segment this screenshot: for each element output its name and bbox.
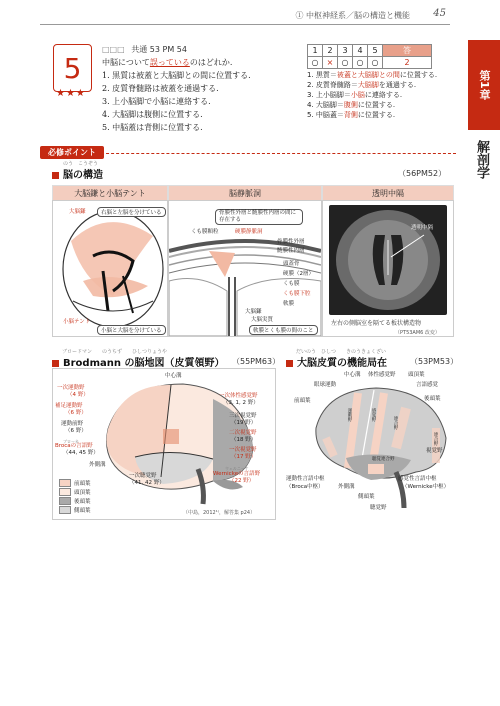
inner-assoc1: 連合野 [393, 416, 398, 430]
answer-header-2: 2 [323, 45, 338, 57]
a1-label: 一次聴覚野 [129, 473, 157, 479]
motor-label: 運動前野 [61, 421, 84, 427]
section1-ruby: のう こうぞう [63, 161, 99, 167]
answer-mark-4: ○ [353, 57, 368, 69]
tent-desc: 小脳と大脳を分けている [97, 325, 166, 335]
section2-ref: （55PM63） [232, 357, 281, 366]
legend-swatch-temporal [59, 506, 71, 514]
chapter-header: ① 中枢神経系／脳の構造と機能 [295, 11, 410, 20]
arach-gran-label: くも膜顆粒 [191, 229, 219, 235]
auditory-label: 聴覚野 [370, 505, 387, 511]
panel3-header: 透明中隔 [322, 185, 454, 201]
subject-tab: 解剖学 [474, 140, 489, 179]
legend-swatch-occipital [59, 497, 71, 505]
wernicke-label: Wernickeの言語野 [213, 471, 261, 477]
section1-ref: （56PM52） [398, 169, 447, 178]
answer-header-key: 答 [383, 45, 432, 57]
review-checkboxes[interactable]: □□□ [102, 45, 125, 54]
inner-assoc2: 連合野 [433, 432, 438, 446]
inner-sensory: 感覚野 [371, 408, 376, 422]
panel2-header: 脳静脈洞 [168, 185, 322, 201]
subarachnoid-label: くも膜下腔 [283, 291, 311, 297]
broca-ruby: ブローカ [63, 439, 79, 444]
s1-label: 一次体性感覚野 [219, 393, 258, 399]
s1-num: （3, 1, 2 野） [223, 400, 259, 406]
panel-venous-sinus [168, 200, 322, 337]
explanation-2: 2. 皮質脊髄路＝大脳脚を通過する. [307, 81, 417, 89]
panel-septum [322, 200, 454, 337]
skull-label: 頭蓋骨 [283, 261, 300, 267]
brodmann-source: （中島，2012¹⁾，解答集 p24） [183, 510, 256, 516]
legend-swatch-frontal [59, 479, 71, 487]
legend-temporal: 側頭葉 [59, 506, 91, 514]
header-rule [40, 24, 450, 25]
pia-note: 軟膜とくも膜の間のこと [249, 325, 318, 335]
falx-label: 大脳鎌 [69, 209, 86, 215]
occipital-label: 後頭葉 [424, 396, 441, 402]
answer-header-5: 5 [368, 45, 383, 57]
wernicke-ruby: ウェルニッケ [225, 466, 249, 471]
section2-title: Brodmann の脳地図（皮質領野） [52, 354, 224, 369]
m1-label: 一次運動野 [57, 385, 85, 391]
v1-num: （17 野） [231, 454, 257, 460]
v2-num: （18 野） [231, 437, 257, 443]
septum-source: （PT53AM6 改変） [395, 330, 440, 336]
panel-falx-tentorium [52, 200, 168, 337]
a1-num: （41, 42 野） [129, 480, 165, 486]
option-3: 3. 上小脳脚で小脳に連絡する. [102, 97, 211, 106]
periosteal-label: 骨膜性外層 [277, 239, 305, 245]
answer-mark-5: ○ [368, 57, 383, 69]
sensory-speech-label: 感覚性言語中枢 [398, 476, 437, 482]
legend-parietal: 頭頂葉 [59, 488, 91, 496]
septum-caption: 左右の側脳室を隔てる板状構造物 [331, 320, 422, 327]
premotor-num: （6 野） [65, 410, 87, 416]
lateral-sulcus-2: 外側溝 [338, 484, 355, 490]
broca-center-label: （Broca中枢） [286, 484, 324, 490]
question-source [102, 44, 187, 55]
legend-occipital: 後頭葉 [59, 497, 91, 505]
dura-label: 硬膜（2層） [283, 271, 314, 277]
wernicke-num: （22 野） [229, 478, 255, 484]
temporal-label: 側頭葉 [358, 494, 375, 500]
brodmann-panel [52, 368, 276, 520]
explanation-3: 3. 上小脳脚＝小脳に連絡する. [307, 91, 403, 99]
answer-header-1: 1 [308, 45, 323, 57]
central-sulcus-2: 中心溝 [344, 372, 361, 378]
section3-title: 大脳皮質の機能局在 [286, 354, 387, 369]
broca-num: （44, 45 野） [63, 450, 99, 456]
visual-label: 視覚野 [426, 448, 443, 454]
answer-header-3: 3 [338, 45, 353, 57]
answer-mark-2: × [323, 57, 338, 69]
must-point-badge: 必修ポイント [40, 146, 104, 159]
answer-table [307, 44, 432, 69]
motor-speech-label: 運動性言語中枢 [286, 476, 325, 482]
option-1: 1. 黒質は被蓋と大脳脚との間に位置する. [102, 71, 251, 80]
inner-motor: 運動野 [347, 408, 352, 422]
premotor-label: 補足運動野 [55, 403, 83, 409]
falx-desc: 右脳と左脳を分けている [97, 207, 166, 217]
v2-label: 二次視覚野 [229, 430, 257, 436]
v3-num: （19 野） [231, 420, 257, 426]
question-body [102, 56, 251, 134]
motor-num: （6 野） [65, 428, 87, 434]
section3-ruby: だいのう ひしつ きのうきょくざい [296, 349, 387, 355]
stem-suffix: のはどれか. [189, 58, 233, 67]
section2-ruby: ブロードマン のうちず ひしつりょうや [62, 349, 168, 355]
meningeal-label: 髄膜性内層 [277, 248, 305, 254]
cortex-label: 大脳実質 [251, 317, 274, 323]
answer-key: 2 [383, 57, 432, 69]
lateral-sulcus-label: 外側溝 [89, 462, 106, 468]
inner-aud-assoc: 聴覚連合野 [372, 457, 395, 462]
chapter-tab: 第1章 [468, 40, 500, 130]
question-stem [102, 56, 251, 69]
falx-illustration [53, 201, 167, 336]
parietal-label: 頭頂葉 [408, 372, 425, 378]
falx2-label: 大脳鎌 [245, 309, 262, 315]
stem-prefix: 中脳について [102, 58, 150, 67]
legend-swatch-parietal [59, 488, 71, 496]
answer-header-4: 4 [353, 45, 368, 57]
option-4: 4. 大脳脚は腹側に位置する. [102, 110, 203, 119]
dura-note: 骨膜性外層と髄膜性内層の間に存在する [215, 209, 303, 225]
must-point-rule [96, 153, 456, 154]
section3-ref: （53PM53） [410, 357, 459, 366]
explanation-4: 4. 大脳脚＝腹側に位置する. [307, 101, 396, 109]
sinus-label: 硬膜静脈洞 [235, 229, 263, 235]
pia-label: 軟膜 [283, 301, 295, 307]
answer-mark-3: ○ [338, 57, 353, 69]
section1-title: 脳の構造 [52, 166, 103, 181]
stem-emphasis: 誤っている [149, 58, 190, 67]
explanations [307, 70, 437, 120]
difficulty-stars: ★★★ [56, 88, 86, 99]
v3-label: 三次視覚野 [229, 413, 257, 419]
tent-label: 小脳テント [63, 319, 91, 325]
option-5: 5. 中脳蓋は背側に位置する. [102, 123, 203, 132]
mri-image [329, 205, 447, 315]
answer-mark-1: ○ [308, 57, 323, 69]
broca-label: Brocaの言語野 [55, 443, 93, 449]
arachnoid-label: くも膜 [283, 281, 300, 287]
septum-label: 透明中隔 [411, 225, 434, 231]
panel1-header: 大脳鎌と小脳テント [52, 185, 168, 201]
v1-label: 一次視覚野 [229, 447, 257, 453]
wernicke-center-label: （Wernicke中枢） [402, 484, 450, 490]
explanation-1: 1. 黒質＝被蓋と大脳脚との間に位置する. [307, 71, 438, 79]
eye-movement-label: 眼球運動 [314, 382, 337, 388]
central-sulcus-label: 中心溝 [165, 373, 182, 379]
somato-label: 体性感覚野 [368, 372, 396, 378]
explanation-5: 5. 中脳蓋＝背側に位置する. [307, 111, 396, 119]
option-2: 2. 皮質脊髄路は被蓋を通過する. [102, 84, 219, 93]
function-panel [286, 368, 452, 518]
exam-source: 共通 53 PM 54 [131, 45, 187, 54]
legend-frontal: 前頭葉 [59, 479, 91, 487]
page-number: 45 [433, 8, 446, 19]
m1-num: （4 野） [67, 392, 89, 398]
question-number: 5 [53, 44, 92, 92]
frontal-label: 前頭葉 [294, 398, 311, 404]
lang-sense-label: 言語感覚 [416, 382, 439, 388]
